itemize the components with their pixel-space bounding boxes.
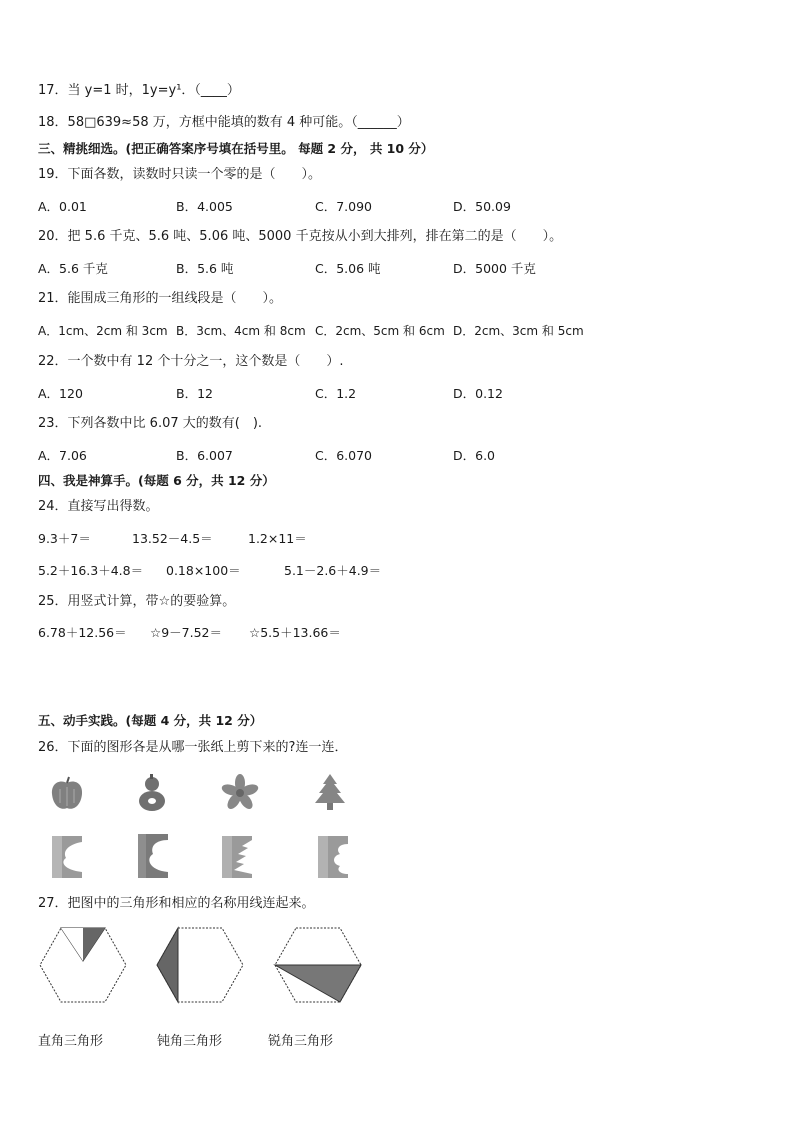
q21-option-a: A．1cm、2cm 和 3cm	[38, 324, 168, 338]
q19-option-a: A．0.01	[38, 199, 87, 214]
apple-icon	[48, 775, 86, 813]
paper-cutout-4-icon	[318, 836, 348, 878]
q19-option-c: C．7.090	[315, 199, 373, 214]
q22-option-c: C．1.2	[315, 386, 357, 401]
question-18: 18．58□639≈58 万，方框中能填的数有 4 种可能。（______）	[38, 115, 410, 130]
question-19: 19．下面各数，读数时只读一个零的是（ ）。	[38, 167, 322, 182]
q20-option-c: C．5.06 吨	[315, 261, 381, 276]
question-17: 17．当 y=1 时，1y=y¹．（____）	[38, 83, 240, 98]
gourd-icon	[135, 773, 169, 813]
label-obtuse-triangle: 钝角三角形	[157, 1034, 223, 1049]
hexagon-obtuse-triangle-icon	[155, 926, 245, 1004]
hexagon-right-triangle-icon	[38, 926, 128, 1004]
q21-option-c: C．2cm、5cm 和 6cm	[315, 324, 445, 338]
question-26: 26．下面的图形各是从哪一张纸上剪下来的?连一连．	[38, 740, 348, 755]
paper-cutout-3-icon	[222, 836, 252, 878]
calc-1-1: 9.3＋7＝	[38, 531, 91, 546]
label-acute-triangle: 锐角三角形	[268, 1034, 334, 1049]
q23-option-a: A．7.06	[38, 448, 87, 463]
q19-option-d: D．50.09	[453, 199, 511, 214]
section-4-heading: 四、我是神算手。(每题 6 分，共 12 分）	[38, 473, 275, 488]
q22-option-b: B．12	[176, 386, 213, 401]
q22-option-a: A．120	[38, 386, 83, 401]
question-20: 20．把 5.6 千克、5.6 吨、5.06 吨、5000 千克按从小到大排列，排在第二的是（ ）。	[38, 229, 563, 244]
q23-option-d: D．6.0	[453, 448, 496, 463]
calc-1-3: 1.2×11＝	[248, 531, 307, 546]
q21-option-b: B．3cm、4cm 和 8cm	[176, 324, 306, 338]
calc-2-3: 5.1－2.6＋4.9＝	[284, 563, 382, 578]
question-21: 21．能围成三角形的一组线段是（ ）。	[38, 291, 283, 306]
q23-option-b: B．6.007	[176, 448, 233, 463]
q21-option-d: D．2cm、3cm 和 5cm	[453, 324, 584, 338]
question-24: 24．直接写出得数。	[38, 499, 159, 514]
paper-cutout-2-icon	[138, 834, 168, 878]
flower-icon	[220, 774, 260, 812]
section-5-heading: 五、动手实践。(每题 4 分，共 12 分）	[38, 713, 263, 728]
q20-option-d: D．5000 千克	[453, 261, 536, 276]
q22-option-d: D．0.12	[453, 386, 503, 401]
tree-icon	[313, 772, 347, 812]
question-27: 27．把图中的三角形和相应的名称用线连起来。	[38, 896, 315, 911]
paper-cutout-1-icon	[52, 836, 82, 878]
calc-3-2: ☆9－7.52＝	[150, 625, 222, 640]
q20-option-a: A．5.6 千克	[38, 261, 108, 276]
label-right-triangle: 直角三角形	[38, 1034, 104, 1049]
calc-2-2: 0.18×100＝	[166, 563, 241, 578]
q19-option-b: B．4.005	[176, 199, 233, 214]
question-23: 23．下列各数中比 6.07 大的数有( ).	[38, 416, 263, 431]
calc-3-1: 6.78＋12.56＝	[38, 625, 127, 640]
question-25: 25．用竖式计算，带☆的要验算。	[38, 594, 236, 609]
hexagon-acute-triangle-icon	[273, 926, 363, 1004]
q23-option-c: C．6.070	[315, 448, 373, 463]
q20-option-b: B．5.6 吨	[176, 261, 234, 276]
calc-3-3: ☆5.5＋13.66＝	[249, 625, 341, 640]
calc-1-2: 13.52－4.5＝	[132, 531, 213, 546]
calc-2-1: 5.2＋16.3＋4.8＝	[38, 563, 144, 578]
question-22: 22．一个数中有 12 个十分之一，这个数是（ ）.	[38, 354, 344, 369]
section-3-heading: 三、精挑细选。(把正确答案序号填在括号里。 每题 2 分， 共 10 分）	[38, 141, 434, 156]
